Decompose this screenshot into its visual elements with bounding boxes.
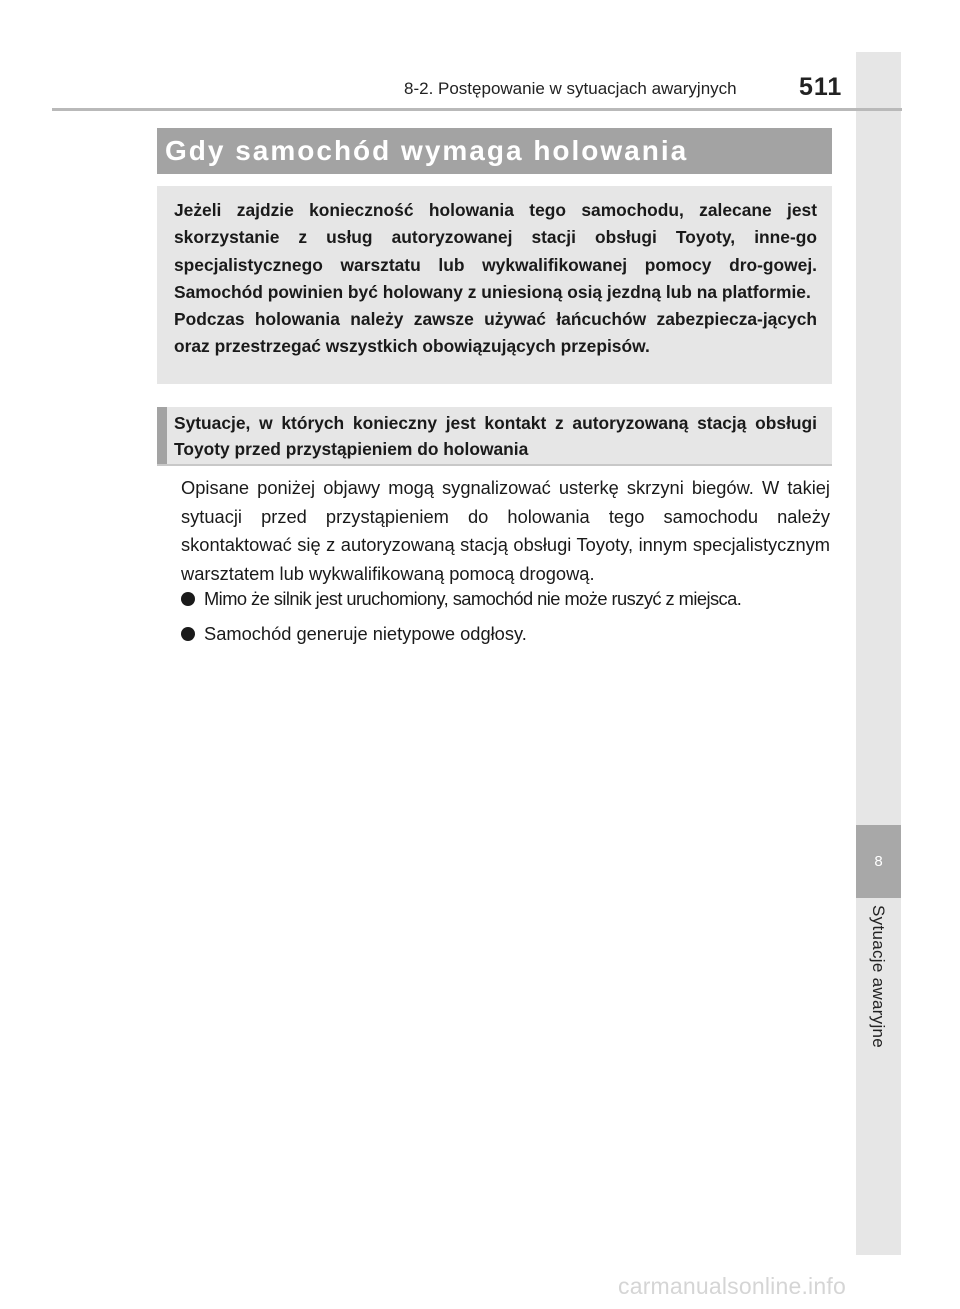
bullet-icon <box>181 627 195 641</box>
chapter-label: Sytuacje awaryjne <box>869 905 888 1049</box>
list-item <box>181 586 836 611</box>
intro-paragraph-1: Jeżeli zajdzie konieczność holowania tego samochodu, zalecane jest skorzystanie z usług autoryzowanej stacji obsługi Toyoty, inne-go specjalistycznego warsztatu lub wykwalifikowanej pomocy dro-gowej. Samochód powinien być holowany z uniesioną osią jezdną lub na platformie. <box>174 200 817 302</box>
bullet-icon <box>181 592 195 606</box>
intro-box <box>157 186 832 384</box>
body-paragraph: Opisane poniżej objawy mogą sygnalizować usterkę skrzyni biegów. W takiej sytuacji przed przystąpieniem do holowania tego samochodu należy skontaktować się z autoryzowaną stacją obsługi Toyoty, innym specjalistycznym warsztatem lub wykwalifikowaną pomocą drogową. <box>181 477 830 584</box>
bullet-text: Samochód generuje nietypowe odgłosy. <box>204 623 527 644</box>
list-item <box>181 621 836 646</box>
section-header: 8-2. Postępowanie w sytuacjach awaryjnych <box>404 79 737 98</box>
subheading: Sytuacje, w których konieczny jest kontakt z autoryzowaną stacją obsługi Toyoty przed przystąpieniem do holowania <box>174 413 817 459</box>
side-chapter-box <box>856 825 901 898</box>
bullet-list <box>181 586 836 656</box>
chapter-number: 8 <box>874 853 883 870</box>
side-chapter-tab <box>856 52 901 1255</box>
intro-text <box>174 197 817 361</box>
page-title: Gdy samochód wymaga holowania <box>165 135 689 166</box>
subheading-box <box>157 407 832 466</box>
page-number: 511 <box>799 73 843 101</box>
bullet-text: Mimo że silnik jest uruchomiony, samochód nie może ruszyć z miejsca. <box>204 588 742 609</box>
subheading-accent <box>157 407 167 464</box>
header-rule <box>52 108 902 111</box>
watermark: carmanualsonline.info <box>618 1273 846 1299</box>
title-bar <box>157 128 832 174</box>
intro-paragraph-2: Podczas holowania należy zawsze używać łańcuchów zabezpiecza-jących oraz przestrzegać wszystkich obowiązujących przepisów. <box>174 309 817 357</box>
